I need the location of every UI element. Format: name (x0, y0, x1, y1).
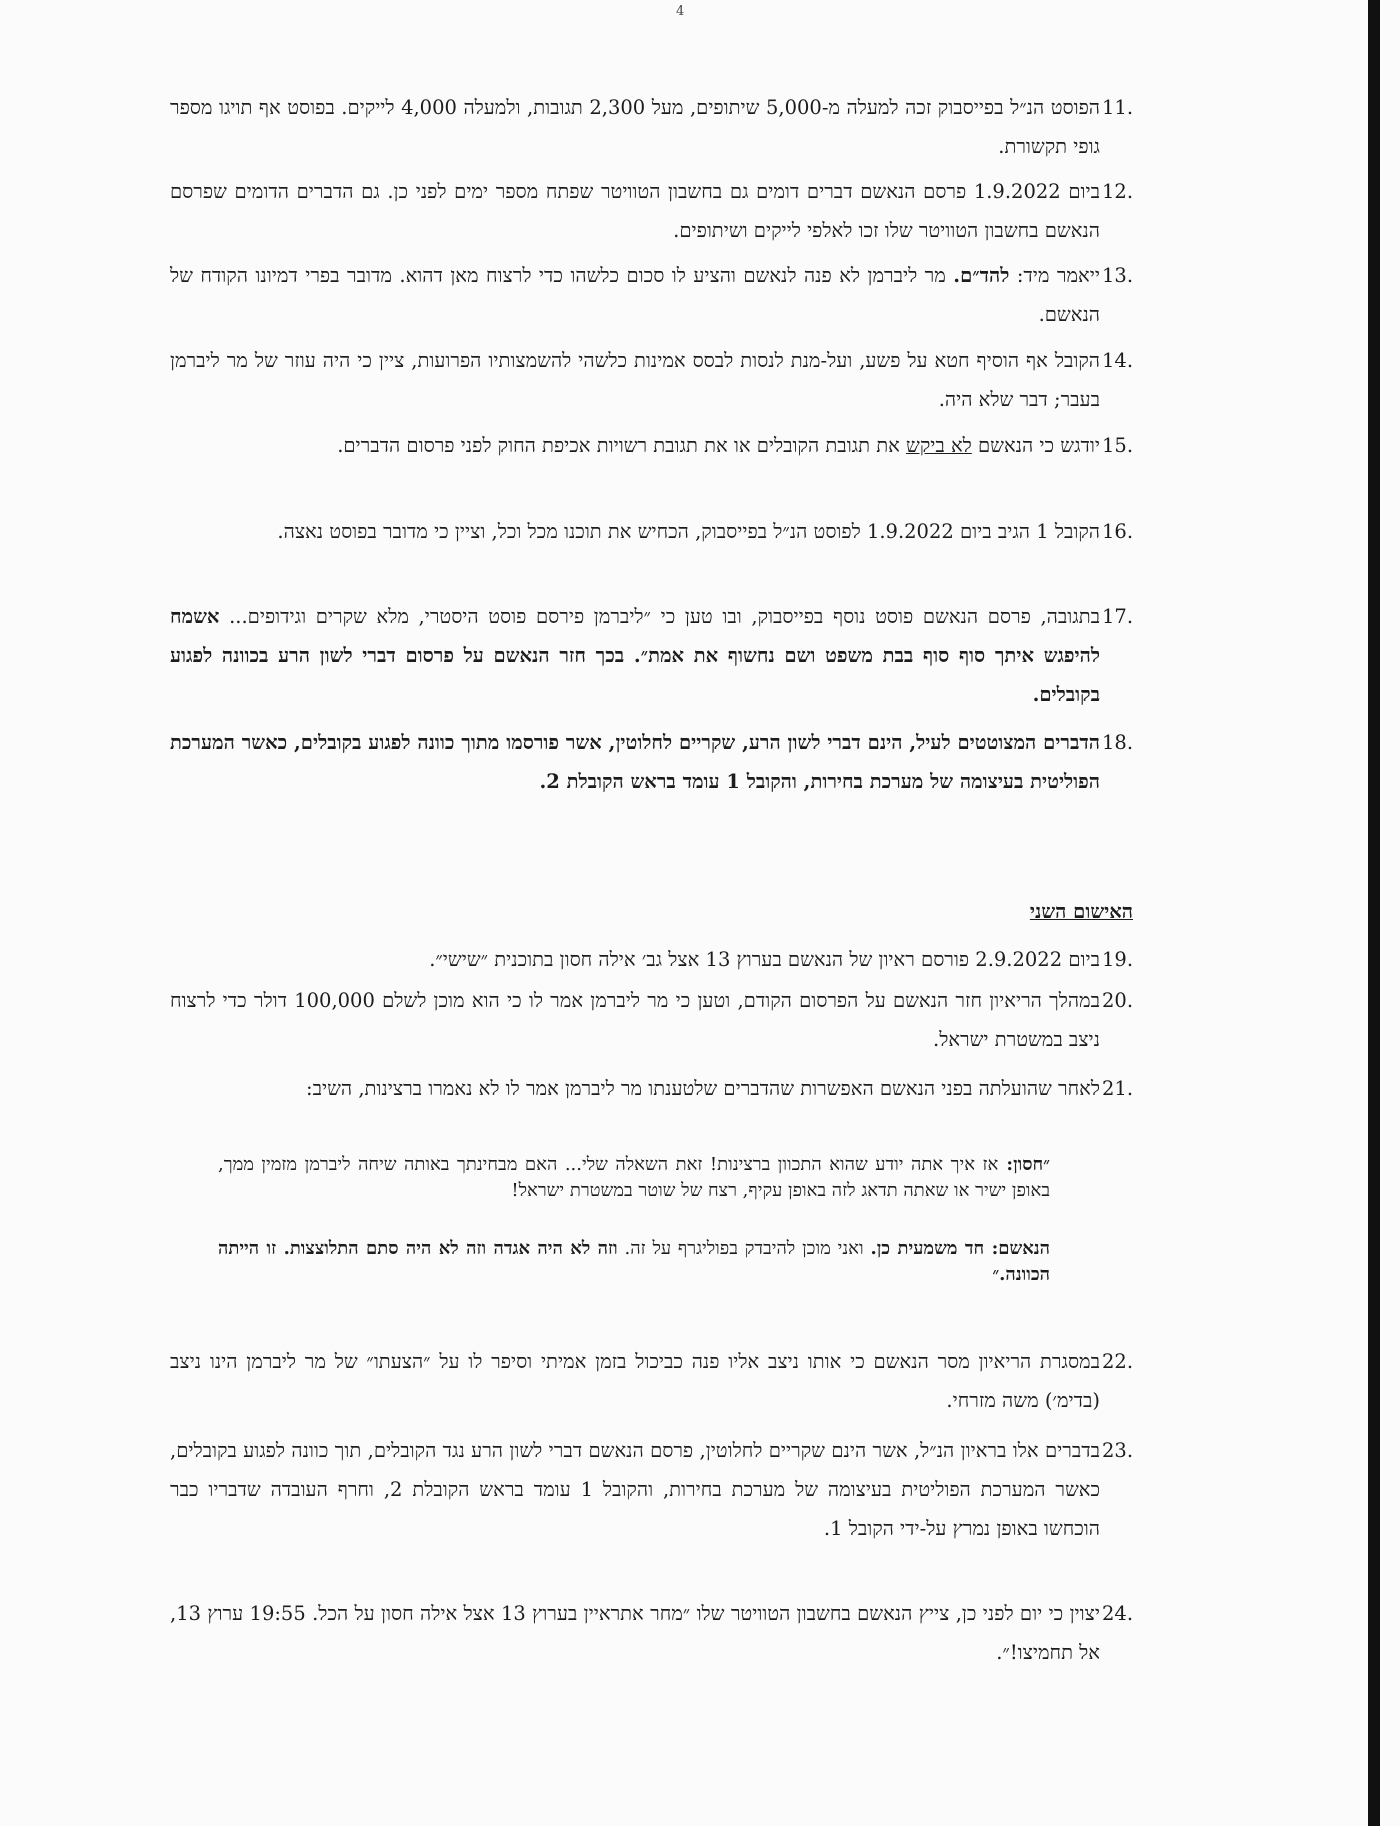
paragraph-number: 11. (1102, 96, 1134, 119)
text-segment: להד״ם. (953, 264, 1010, 287)
paragraph-24 (170, 1594, 1134, 1672)
paragraph-number: 20. (1102, 989, 1134, 1012)
paragraph-number: 14. (1102, 349, 1134, 372)
text-segment: אז איך אתה יודע שהוא התכוון ברצינות! זאת השאלה שלי... האם מבחינתך באותה שיחה ליברמן מזמין ממך, באופן ישיר או שאתה תדאג לזה באופן עקיף, רצח של שוטר במשטרת ישראל! (218, 1154, 1050, 1201)
text-segment: הקובל 1 הגיב ביום 1.9.2022 לפוסט הנ״ל בפייסבוק, הכחיש את תוכנו מכל וכל, וציין כי מדובר בפוסט נאצה. (277, 520, 1100, 543)
paragraph-14 (170, 341, 1134, 419)
paragraph-number: 17. (1102, 605, 1134, 628)
paragraph-number: 23. (1102, 1439, 1134, 1462)
text-segment: יודגש כי הנאשם (971, 434, 1100, 457)
text-segment: יצוין כי יום לפני כן, צייץ הנאשם בחשבון הטוויטר שלו ״מחר אתראיין בערוץ 13 אצל אילה חסון על הכל. 19:55 ערוץ 13, אל תחמיצו!״. (170, 1602, 1100, 1664)
paragraph-15 (170, 426, 1134, 465)
text-segment: את תגובת הקובלים או את תגובת רשויות אכיפת החוק לפני פרסום הדברים. (337, 434, 907, 457)
text-segment: לא ביקש (906, 434, 972, 457)
text-segment: בתגובה, פרסם הנאשם פוסט נוסף בפייסבוק, ובו טען כי ״ליברמן פירסם פוסט היסטרי, מלא שקרים וגידופים... (219, 605, 1100, 628)
text-segment: הנאשם: חד משמעית כן. (870, 1238, 1050, 1259)
text-segment: ביום 2.9.2022 פורסם ראיון של הנאשם בערוץ 13 אצל גב׳ אילה חסון בתוכנית ״שישי״. (429, 948, 1100, 971)
interview-quote-hasson (218, 1152, 1050, 1204)
text-segment: ייאמר מיד: (1009, 264, 1100, 287)
page-number: 4 (676, 4, 685, 19)
text-segment: הדברים המצוטטים לעיל, הינם דברי לשון הרע, שקריים לחלוטין, אשר פורסמו מתוך כוונה לפגוע בקובלים, כאשר המערכת הפוליטית בעיצומה של מערכת בחירות, והקובל 1 עומד בראש הקובלת 2. (170, 731, 1100, 793)
paragraph-11 (170, 88, 1134, 166)
text-segment: ביום 1.9.2022 פרסם הנאשם דברים דומים גם בחשבון הטוויטר שפתח מספר ימים לפני כן. גם הדברים הדומים שפרסם הנאשם בחשבון הטוויטר שלו זכו לאלפי לייקים ושיתופים. (170, 180, 1100, 242)
paragraph-number: 15. (1102, 434, 1134, 457)
paragraph-19 (170, 940, 1134, 979)
paragraph-number: 12. (1102, 180, 1134, 203)
paragraph-21 (170, 1069, 1134, 1108)
text-segment: וזה לא היה אגדה וזה לא היה סתם התלוצצות. זו הייתה הכוונה.״ (218, 1238, 1050, 1285)
paragraph-number: 22. (1102, 1350, 1134, 1373)
text-segment: בדברים אלו בראיון הנ״ל, אשר הינם שקריים לחלוטין, פרסם הנאשם דברי לשון הרע נגד הקובלים, תוך כוונה לפגוע בקובלים, כאשר המערכת הפוליטית בעיצומה של מערכת בחירות, והקובל 1 עומד בראש הקובלת 2, וחרף העובדה שדבריו כבר הוכחשו באופן נמרץ על-ידי הקובל 1. (170, 1439, 1101, 1540)
paragraph-13 (170, 256, 1134, 334)
text-segment: במסגרת הריאיון מסר הנאשם כי אותו ניצב אליו פנה כביכול בזמן אמיתי וסיפר לו על ״הצעתו״ של מר ליברמן הינו ניצב (בדימ׳) משה מזרחי. (170, 1350, 1100, 1412)
paragraph-17 (170, 597, 1134, 714)
paragraph-number: 24. (1102, 1602, 1134, 1625)
paragraph-16 (170, 512, 1134, 551)
section-heading: האישום השני (1029, 900, 1133, 923)
paragraph-number: 13. (1102, 264, 1134, 287)
text-segment: לאחר שהועלתה בפני הנאשם האפשרות שהדברים שלטענתו מר ליברמן אמר לו לא נאמרו ברצינות, השיב: (306, 1077, 1100, 1100)
paragraph-number: 18. (1102, 731, 1134, 754)
text-segment: הקובל אף הוסיף חטא על פשע, ועל-מנת לנסות לבסס אמינות כלשהי להשמצותיו הפרועות, ציין כי היה עוזר של מר ליברמן בעבר; דבר שלא היה. (170, 349, 1100, 411)
paragraph-18 (170, 723, 1134, 801)
interview-quote-defendant (218, 1236, 1050, 1288)
paragraph-number: 21. (1102, 1077, 1134, 1100)
text-segment: ואני מוכן להיבדק בפוליגרף על זה. (617, 1238, 871, 1259)
paragraph-20 (170, 981, 1134, 1059)
text-segment: אשמח להיפגש איתך סוף סוף בבת משפט ושם נחשוף את אמת״. בכך חזר הנאשם על פרסום דברי לשון הרע בכוונה לפגוע בקובלים. (170, 605, 1100, 706)
text-segment: מר ליברמן לא פנה לנאשם והציע לו סכום כלשהו כדי לרצוח מאן דהוא. מדובר בפרי דמיונו הקודח של הנאשם. (170, 264, 1100, 326)
text-segment: הפוסט הנ״ל בפייסבוק זכה למעלה מ-5,000 שיתופים, מעל 2,300 תגובות, ולמעלה 4,000 לייקים. בפוסט אף תויגו מספר גופי תקשורת. (170, 96, 1100, 158)
paragraph-12 (170, 172, 1134, 250)
paragraph-22 (170, 1342, 1134, 1420)
scan-edge-shadow (1368, 0, 1380, 1826)
paragraph-number: 16. (1102, 520, 1134, 543)
paragraph-number: 19. (1102, 948, 1134, 971)
text-segment: ״חסון: (998, 1154, 1050, 1175)
text-segment: במהלך הריאיון חזר הנאשם על הפרסום הקודם, וטען כי מר ליברמן אמר לו כי הוא מוכן לשלם 100,000 דולר כדי לרצוח ניצב במשטרת ישראל. (170, 989, 1100, 1051)
paragraph-23 (170, 1431, 1134, 1548)
